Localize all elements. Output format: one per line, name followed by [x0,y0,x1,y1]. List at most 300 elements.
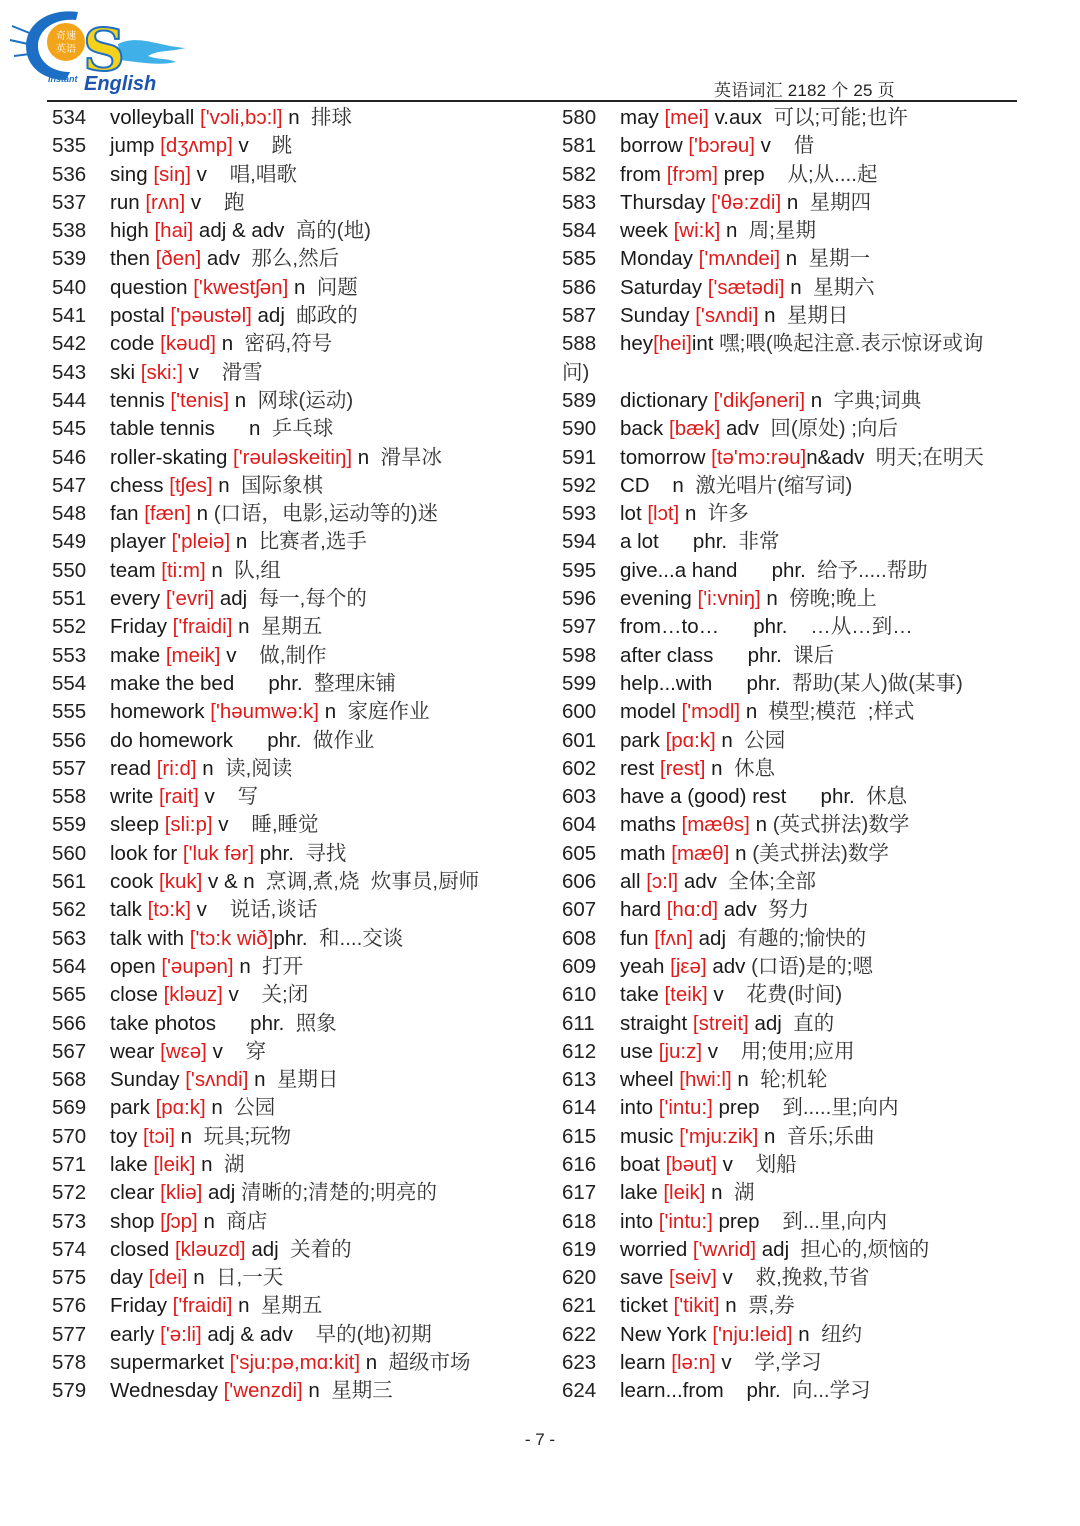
entry-phonetic: [meik] [165,643,221,667]
entry-definition: …从…到… [793,615,913,639]
entry-word: Saturday [620,275,708,299]
entry-definition: 滑旱冰 [374,445,443,469]
entry-phonetic: [lɔt] [647,502,680,526]
entry-word: help...with [620,671,713,695]
vocab-entry [52,585,547,613]
vocab-entry [562,472,1032,500]
entry-phonetic: ['vɔli,bɔ:l] [200,106,283,129]
entry-part-of-speech: n [352,445,375,469]
entry-definition: 给予.....帮助 [811,558,928,582]
entry-body [110,528,367,556]
entry-body [620,585,877,613]
entry-body [110,1066,338,1094]
entry-number: 601 [562,728,597,752]
entry-number: 550 [52,558,87,582]
entry-word: then [110,247,156,271]
entry-definition: 湖 [728,1181,755,1205]
entry-word: into [620,1209,659,1233]
entry-word: Sunday [620,304,696,328]
vocab-entry [562,1066,1032,1094]
entry-part-of-speech: n [649,473,690,497]
entry-number: 535 [52,134,87,158]
entry-part-of-speech: n [719,1294,743,1318]
entry-phonetic: ['evri] [165,587,215,611]
vocab-entry [562,189,1032,217]
entry-phonetic: ['pəustəl] [170,304,252,328]
entry-part-of-speech: adv [720,417,765,441]
vocab-entry [562,387,1032,415]
entry-number: 596 [562,587,597,611]
entry-body [620,132,814,160]
entry-word: evening [620,587,698,611]
entry-definition: 帮助(某人)做(某事) [786,671,963,695]
entry-word: dictionary [620,388,714,412]
entry-part-of-speech: phr. [737,558,812,582]
vocab-entry [562,557,1032,585]
entry-definition: 说话,谈话 [212,898,318,922]
entry-word: CD [620,473,650,497]
vocab-entry [562,500,1032,528]
entry-phonetic: [tɔi] [143,1124,175,1148]
entry-part-of-speech: v [185,190,207,214]
entry-word: may [620,106,665,129]
entry-word: take photos [110,1011,216,1035]
entry-body [110,585,367,613]
entry-definition: 到...里,向内 [765,1209,888,1233]
entry-number: 552 [52,615,87,639]
entry-body [110,840,346,868]
entry-body [620,330,1020,358]
entry-body [110,868,479,896]
entry-definition: 乒乓球 [266,417,334,441]
entry-part-of-speech: n [749,813,773,837]
entry-phonetic: [ðen] [155,247,202,271]
vocab-entry [562,953,1032,981]
entry-body [620,444,984,472]
entry-number: 611 [562,1011,595,1035]
entry-number: 618 [562,1209,597,1233]
entry-body [620,189,871,217]
entry-phonetic: [leik] [153,1152,196,1176]
entry-part-of-speech: phr. [233,728,308,752]
entry-part-of-speech: n [679,502,703,526]
entry-definition: 字典;词典 [827,388,922,412]
entry-definition: 休息 [728,756,775,780]
entry-definition: 轮;机轮 [754,1068,828,1092]
vocab-entry [562,896,1032,924]
entry-body [110,896,317,924]
entry-number: 609 [562,954,597,978]
entry-definition: 从;从....起 [770,162,878,186]
entry-word: day [110,1266,149,1290]
entry-part-of-speech: adv [706,954,752,978]
entry-part-of-speech: n [187,1266,211,1290]
entry-phonetic: ['bɔrəu] [688,134,755,158]
entry-part-of-speech: n [196,756,220,780]
entry-phonetic: [sli:p] [164,813,213,837]
entry-phonetic: [pɑ:k] [665,728,716,752]
vocab-entry [52,1349,547,1377]
entry-definition: 高的(地) [290,219,371,243]
vocab-entry [52,1038,547,1066]
vocab-entry [562,1264,1032,1292]
entry-body [620,670,963,698]
vocab-entry [562,415,1032,443]
entry-word: chess [110,473,170,497]
entry-part-of-speech: n [233,954,257,978]
entry-definition: 借 [776,134,815,158]
entry-body [110,387,353,415]
entry-word: table tennis [110,417,215,441]
entry-phonetic: [jεə] [670,954,707,978]
vocab-entry [52,387,547,415]
entry-body [620,953,873,981]
entry-word: ski [110,360,141,384]
entry-phonetic: ['i:vniŋ] [697,587,761,611]
entry-body [110,727,374,755]
entry-number: 566 [52,1011,87,1035]
entry-definition: (英式拼法)数学 [772,813,910,837]
entry-part-of-speech: n&adv [806,445,871,469]
vocab-entry [562,698,1032,726]
entry-word: hey [620,332,654,356]
entry-definition: 邮政的 [290,304,358,328]
entry-body [110,330,332,358]
entry-body [620,925,866,953]
entry-phonetic: ['əupən] [161,954,234,978]
entry-phonetic: ['mʌndei] [698,247,781,271]
entry-part-of-speech: v [232,134,255,158]
vocab-entry [562,783,1032,811]
entry-number: 544 [52,388,87,412]
entry-number: 542 [52,332,87,356]
entry-definition: 星期一 [802,247,871,271]
entry-part-of-speech: n [731,1068,755,1092]
entry-definition: 全体;全部 [722,870,816,894]
entry-number: 537 [52,190,87,214]
entry-body [620,415,898,443]
entry-body [620,387,921,415]
entry-body [110,981,308,1009]
entry-part-of-speech: v [754,134,777,158]
entry-part-of-speech: adj [214,587,253,611]
entry-body [620,613,913,641]
vocab-entry [52,1066,547,1094]
vocab-entry [52,104,547,132]
svg-text:English: English [84,73,157,95]
entry-phonetic: [hwi:l] [679,1068,732,1092]
entry-body [620,1066,827,1094]
entry-phonetic: [seiv] [669,1266,717,1290]
entry-part-of-speech: n [784,275,808,299]
entry-number: 602 [562,756,597,780]
entry-body [620,245,870,273]
vocabulary-column-left [52,104,547,1406]
entry-part-of-speech: n [360,1351,383,1375]
entry-body [110,1292,322,1320]
vocab-entry [562,585,1032,613]
vocab-entry [562,245,1032,273]
entry-number: 623 [562,1351,597,1375]
entry-definition: 玩具;玩物 [197,1124,292,1148]
entry-body [110,1038,266,1066]
entry-body [110,613,322,641]
entry-part-of-speech: n [302,1379,326,1403]
page-number: - 7 - [524,1430,556,1449]
entry-phonetic: ['intu:] [658,1096,713,1120]
entry-phonetic: [bəut] [665,1152,717,1176]
entry-phonetic: [kəud] [160,332,217,356]
entry-body [110,642,326,670]
entry-phonetic: ['mɔdl] [681,700,741,724]
entry-part-of-speech: adj & adv [193,219,291,243]
entry-phonetic: [kləuz] [163,983,223,1007]
entry-word: from [620,162,667,186]
entry-part-of-speech: n [805,388,828,412]
entry-body [620,528,780,556]
entry-definition: 非常 [732,530,780,554]
entry-definition: 滑雪 [204,360,263,384]
entry-body [110,1349,471,1377]
entry-body [110,953,303,981]
entry-part-of-speech: n [760,587,784,611]
entry-phonetic: [rest] [659,756,706,780]
entry-definition: 音乐;乐曲 [781,1124,875,1148]
entry-number: 564 [52,954,87,978]
entry-definition: 那么,然后 [245,247,340,271]
entry-part-of-speech: n [282,106,306,129]
entry-word: wear [110,1039,161,1063]
entry-part-of-speech: phr. [658,530,733,554]
entry-phonetic: [tɔ:k] [147,898,191,922]
entry-word: lake [110,1152,154,1176]
entry-phonetic: [lə:n] [671,1351,716,1375]
vocabulary-column-right [562,104,1032,1406]
entry-part-of-speech: adj [756,1237,795,1261]
entry-part-of-speech: n [195,1152,219,1176]
entry-word: cook [110,870,159,894]
entry-word: straight [620,1011,693,1035]
entry-word: park [110,1096,156,1120]
entry-number: 580 [562,106,597,129]
entry-part-of-speech: n [197,1209,221,1233]
entry-word: after class [620,643,714,667]
entry-number: 556 [52,728,87,752]
entry-number: 604 [562,813,597,837]
vocab-entry [52,274,547,302]
entry-phonetic: ['pleiə] [171,530,231,554]
entry-definition: 学,学习 [737,1351,822,1375]
entry-word: tomorrow [620,445,712,469]
vocab-entry [52,1151,547,1179]
entry-word: roller-skating [110,445,234,469]
entry-number: 534 [52,106,87,129]
entry-word: borrow [620,134,689,158]
vocab-entry [52,302,547,330]
entry-number: 560 [52,841,87,865]
vocab-entry [52,1010,547,1038]
vocab-entry [52,161,547,189]
entry-body [620,104,908,132]
entry-phonetic: [ʃɔp] [160,1209,198,1233]
entry-number: 621 [562,1294,597,1318]
entry-part-of-speech: adj [692,926,732,950]
entry-definition: 做作业 [307,728,375,752]
entry-number: 579 [52,1379,87,1403]
entry-word: a lot [620,530,659,554]
vocab-entry [52,245,547,273]
entry-word: shop [110,1209,161,1233]
entry-word: every [110,587,166,611]
entry-part-of-speech: adv [718,898,763,922]
entry-word: team [110,558,162,582]
entry-word: sing [110,162,154,186]
entry-word: learn [620,1351,672,1375]
vocab-entry [52,189,547,217]
entry-part-of-speech: n [230,530,253,554]
entry-phonetic: ['ə:li] [160,1322,202,1346]
vocab-entry [52,1094,547,1122]
entry-definition: 写 [220,785,259,809]
entry-part-of-speech: phr. [712,671,787,695]
entry-part-of-speech: v [212,813,235,837]
vocab-entry [562,1123,1032,1151]
entry-part-of-speech: v [707,983,730,1007]
entry-definition: 努力 [762,898,810,922]
entry-word: have a (good) rest [620,785,787,809]
entry-word: back [620,417,669,441]
entry-part-of-speech: adj [245,1237,285,1261]
entry-definition: 整理床铺 [308,671,396,695]
entry-part-of-speech: v [206,1039,229,1063]
entry-phonetic: ['həumwə:k] [210,700,320,724]
entry-body [620,1094,899,1122]
entry-definition: 商店 [220,1209,268,1233]
entry-part-of-speech: phr. [786,785,861,809]
entry-word: math [620,841,672,865]
entry-definition: 比赛者,选手 [252,530,367,554]
entry-part-of-speech: n [729,841,753,865]
entry-word: homework [110,700,211,724]
entry-body [110,925,403,953]
entry-number: 581 [562,134,597,158]
entry-definition-continued: 问) [562,360,590,384]
entry-body [110,104,352,132]
entry-phonetic: [hai] [154,219,194,243]
entry-phonetic: ['fraidi] [172,1294,233,1318]
entry-word: tennis [110,388,171,412]
entry-body [110,557,281,585]
vocab-entry [562,1349,1032,1377]
entry-definition: 家庭作业 [341,700,430,724]
entry-number: 598 [562,643,597,667]
entry-number: 615 [562,1124,597,1148]
vocab-entry [562,755,1032,783]
entry-word: clear [110,1181,161,1205]
svg-text:奇速: 奇速 [56,31,76,42]
entry-word: fun [620,926,655,950]
entry-body [110,1377,393,1405]
entry-number: 540 [52,275,87,299]
vocab-entry [562,330,1032,387]
entry-part-of-speech: n [232,1294,256,1318]
vocab-entry [562,217,1032,245]
vocab-entry [52,925,547,953]
entry-phonetic: [frɔm] [666,162,718,186]
entry-word: give...a hand [620,558,738,582]
logo-graphic-icon [8,4,190,96]
entry-number: 622 [562,1322,597,1346]
vocab-entry [562,811,1032,839]
entry-word: supermarket [110,1351,230,1375]
entry-word: Thursday [620,190,712,214]
entry-phonetic: [fæn] [144,502,191,526]
entry-word: lake [620,1181,664,1205]
entry-phonetic: [mæθ] [671,841,730,865]
entry-definition: 网球(运动) [251,388,354,412]
entry-part-of-speech: n [319,700,342,724]
entry-number: 561 [52,870,87,894]
instant-english-logo [8,4,190,96]
entry-phonetic: [hei] [653,332,692,356]
entry-phonetic: [streit] [692,1011,749,1035]
vocab-entry [562,302,1032,330]
entry-definition: 密码,符号 [238,332,333,356]
entry-body [110,783,258,811]
entry-body [620,217,816,245]
entry-number: 593 [562,502,597,526]
entry-definition: (美式拼法)数学 [752,841,889,865]
entry-definition: 超级市场 [382,1351,471,1375]
entry-body [620,783,907,811]
entry-word: player [110,530,172,554]
entry-part-of-speech: n [781,190,804,214]
entry-part-of-speech: n [248,1068,272,1092]
entry-word: write [110,785,159,809]
entry-number: 600 [562,700,597,724]
vocab-entry [52,444,547,472]
entry-word: model [620,700,682,724]
entry-definition: 票,券 [742,1294,795,1318]
entry-definition: 嘿;喂(唤起注意.表示惊讶或询 [719,332,984,356]
entry-body [620,896,809,924]
vocab-entry [562,727,1032,755]
entry-body [110,698,430,726]
entry-number: 608 [562,926,597,950]
entry-word: wheel [620,1068,680,1092]
vocab-entry [562,925,1032,953]
entry-number: 536 [52,162,87,186]
entry-definition: 寻找 [299,841,347,865]
entry-part-of-speech: n [740,700,763,724]
vocab-entry [52,755,547,783]
entry-number: 607 [562,898,597,922]
entry-phonetic: [kləuzd] [174,1237,246,1261]
entry-phonetic: [rait] [158,785,199,809]
entry-definition: 划船 [738,1152,797,1176]
vocab-entry [52,811,547,839]
entry-definition: 队,组 [228,558,281,582]
entry-phonetic: ['θə:zdi] [711,190,782,214]
entry-body [110,755,292,783]
entry-body [620,1038,855,1066]
entry-part-of-speech: adj [251,304,291,328]
entry-definition: 休息 [860,785,908,809]
entry-phonetic: [dei] [148,1266,188,1290]
entry-part-of-speech: phr. [723,1379,787,1403]
entry-part-of-speech: n [214,417,267,441]
vocab-entry [562,981,1032,1009]
